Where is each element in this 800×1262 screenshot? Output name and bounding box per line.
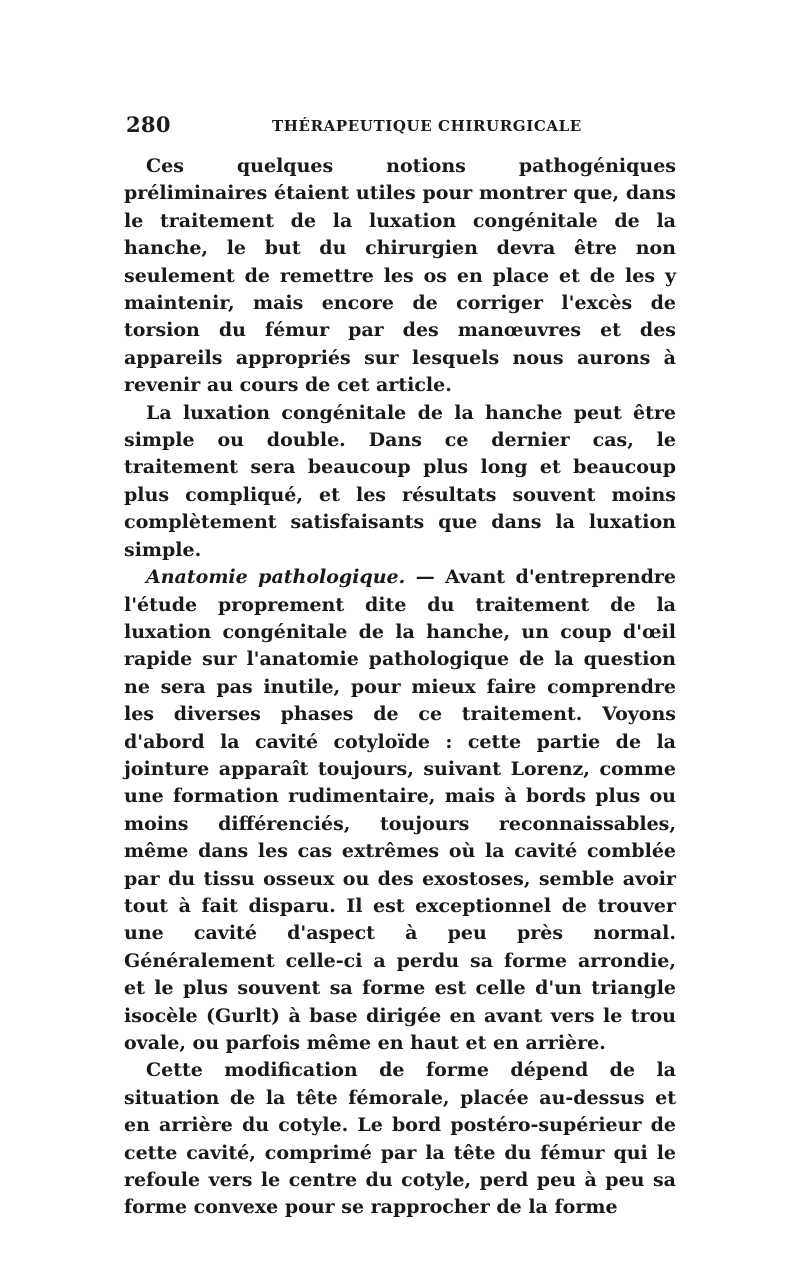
paragraph-text: La luxation congénitale de la hanche peut être simple ou double. Dans ce dernier cas, le traitement sera beaucoup plus long et beaucoup plus compliqué, et les résultats souvent moins complètement satisfaisants que dans la luxation simple. <box>124 401 676 561</box>
paragraph-3 <box>124 564 676 1057</box>
paragraph-text: Cette modification de forme dépend de la situation de la tête fémorale, placée au-dessus et en arrière du cotyle. Le bord postéro-supérieur de cette cavité, comprimé par la tête du fémur qui le refoule vers le centre du cotyle, perd peu à peu sa forme convexe pour se rapprocher de la forme <box>124 1059 676 1219</box>
running-title: THÉRAPEUTIQUE CHIRURGICALE <box>272 117 582 135</box>
paragraph-1 <box>124 153 676 400</box>
paragraph-4 <box>124 1057 676 1221</box>
running-head <box>122 112 678 146</box>
section-heading-anatomie-pathologique: Anatomie pathologique. <box>146 566 406 589</box>
body-text <box>124 153 676 1222</box>
paragraph-2 <box>124 400 676 564</box>
paragraph-text: — Avant d'entreprendre l'étude proprement dite du traitement de la luxation congénitale de la hanche, un coup d'œil rapide sur l'anatomie pathologique de la question ne sera pas inutile, pour mieux faire comprendre les diverses phases de ce traitement. Voyons d'abord la cavité cotyloïde : cette partie de la jointure apparaît toujours, suivant Lorenz, comme une formation rudimentaire, mais à bords plus ou moins différenciés, toujours reconnaissables, même dans les cas extrêmes où la cavité comblée par du tissu osseux ou des exostoses, semble avoir tout à fait disparu. Il est exceptionnel de trouver une cavité d'aspect à peu près normal. Généralement celle-ci a perdu sa forme arrondie, et le plus souvent sa forme est celle d'un triangle isocèle (Gurlt) à base dirigée en avant vers le trou ovale, ou parfois même en haut et en arrière. <box>124 566 676 1054</box>
page-number: 280 <box>126 112 171 137</box>
paragraph-text: Ces quelques notions pathogéniques préliminaires étaient utiles pour montrer que, dans le traitement de la luxation congénitale de la hanche, le but du chirurgien devra être non seulement de remettre les os en place et de les y maintenir, mais encore de corriger l'excès de torsion du fémur par des manœuvres et des appareils appropriés sur lesquels nous aurons à revenir au cours de cet article. <box>124 155 676 397</box>
